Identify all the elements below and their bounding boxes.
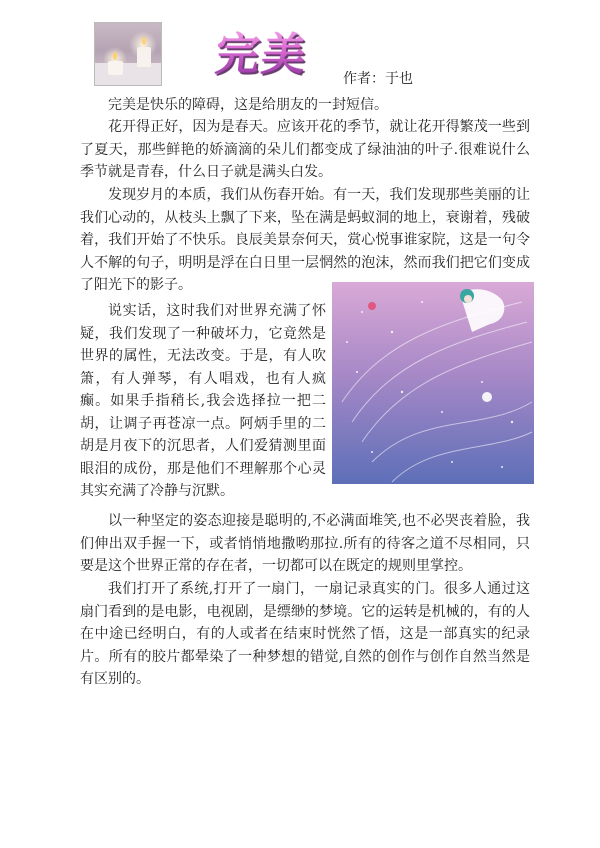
paragraph: 花开得正好，因为是春天。应该开花的季节，就让花开得繁茂一些到了夏天，那些鲜艳的娇滴滴的朵儿们都变成了绿油油的叶子.很难说什么季节就是青春，什么日子就是满头白发。: [80, 119, 530, 180]
candle-photo: [94, 22, 162, 86]
paragraph: 完美是快乐的障碍，这是给朋友的一封短信。: [108, 97, 388, 113]
candle-icon: [95, 23, 161, 85]
paragraph: 发现岁月的本质，我们从伤春开始。有一天，我们发现那些美丽的让我们心动的，从枝头上飘了下来，坠在满是蚂蚁洞的地上，衰谢着，残破着，我们开始了不快乐。良辰美景奈何天，赏心悦事谁家院，这是一句令人不解的句子，明明是浮在白日里一层惘然的泡沫，然而我们把它们变成了阳光下的影子。: [80, 187, 530, 293]
paragraph: 我们打开了系统,打开了一扇门，一扇记录真实的门。很多人通过这扇门看到的是电影，电视剧，是缥缈的梦境。它的运转是机械的，有的人在中途已经明白，有的人或者在结束时恍然了悟，这是一部真实的纪录片。所有的胶片都晕染了一种梦想的错觉,自然的创作与创作自然当然是有区别的。: [80, 581, 530, 687]
fairy-illustration: [332, 282, 534, 484]
article-title: 完美: [213, 18, 312, 82]
paragraph: 说实话，这时我们对世界充满了怀疑，我们发现了一种破坏力，它竟然是世界的属性，无法改变。于是，有人吹箫，有人弹琴，有人唱戏，也有人疯癫。如果手指稍长,我会选择拉一把二胡，让调子再苍凉一点。阿炳手里的二胡是月夜下的沉思者，人们爱猜测里面眼泪的成份，那是他们不理解那个心灵其实充满了冷静与沉默。: [80, 303, 326, 499]
author-line: 作者：于也: [343, 71, 413, 87]
paragraph: 以一种坚定的姿态迎接是聪明的,不必满面堆笑,也不必哭丧着脸，我们伸出双手握一下，或者悄悄地撒哟那拉.所有的待客之道不尽相同，只要是这个世界正常的存在者，一切都可以在既定的规则里掌控。: [80, 513, 530, 574]
